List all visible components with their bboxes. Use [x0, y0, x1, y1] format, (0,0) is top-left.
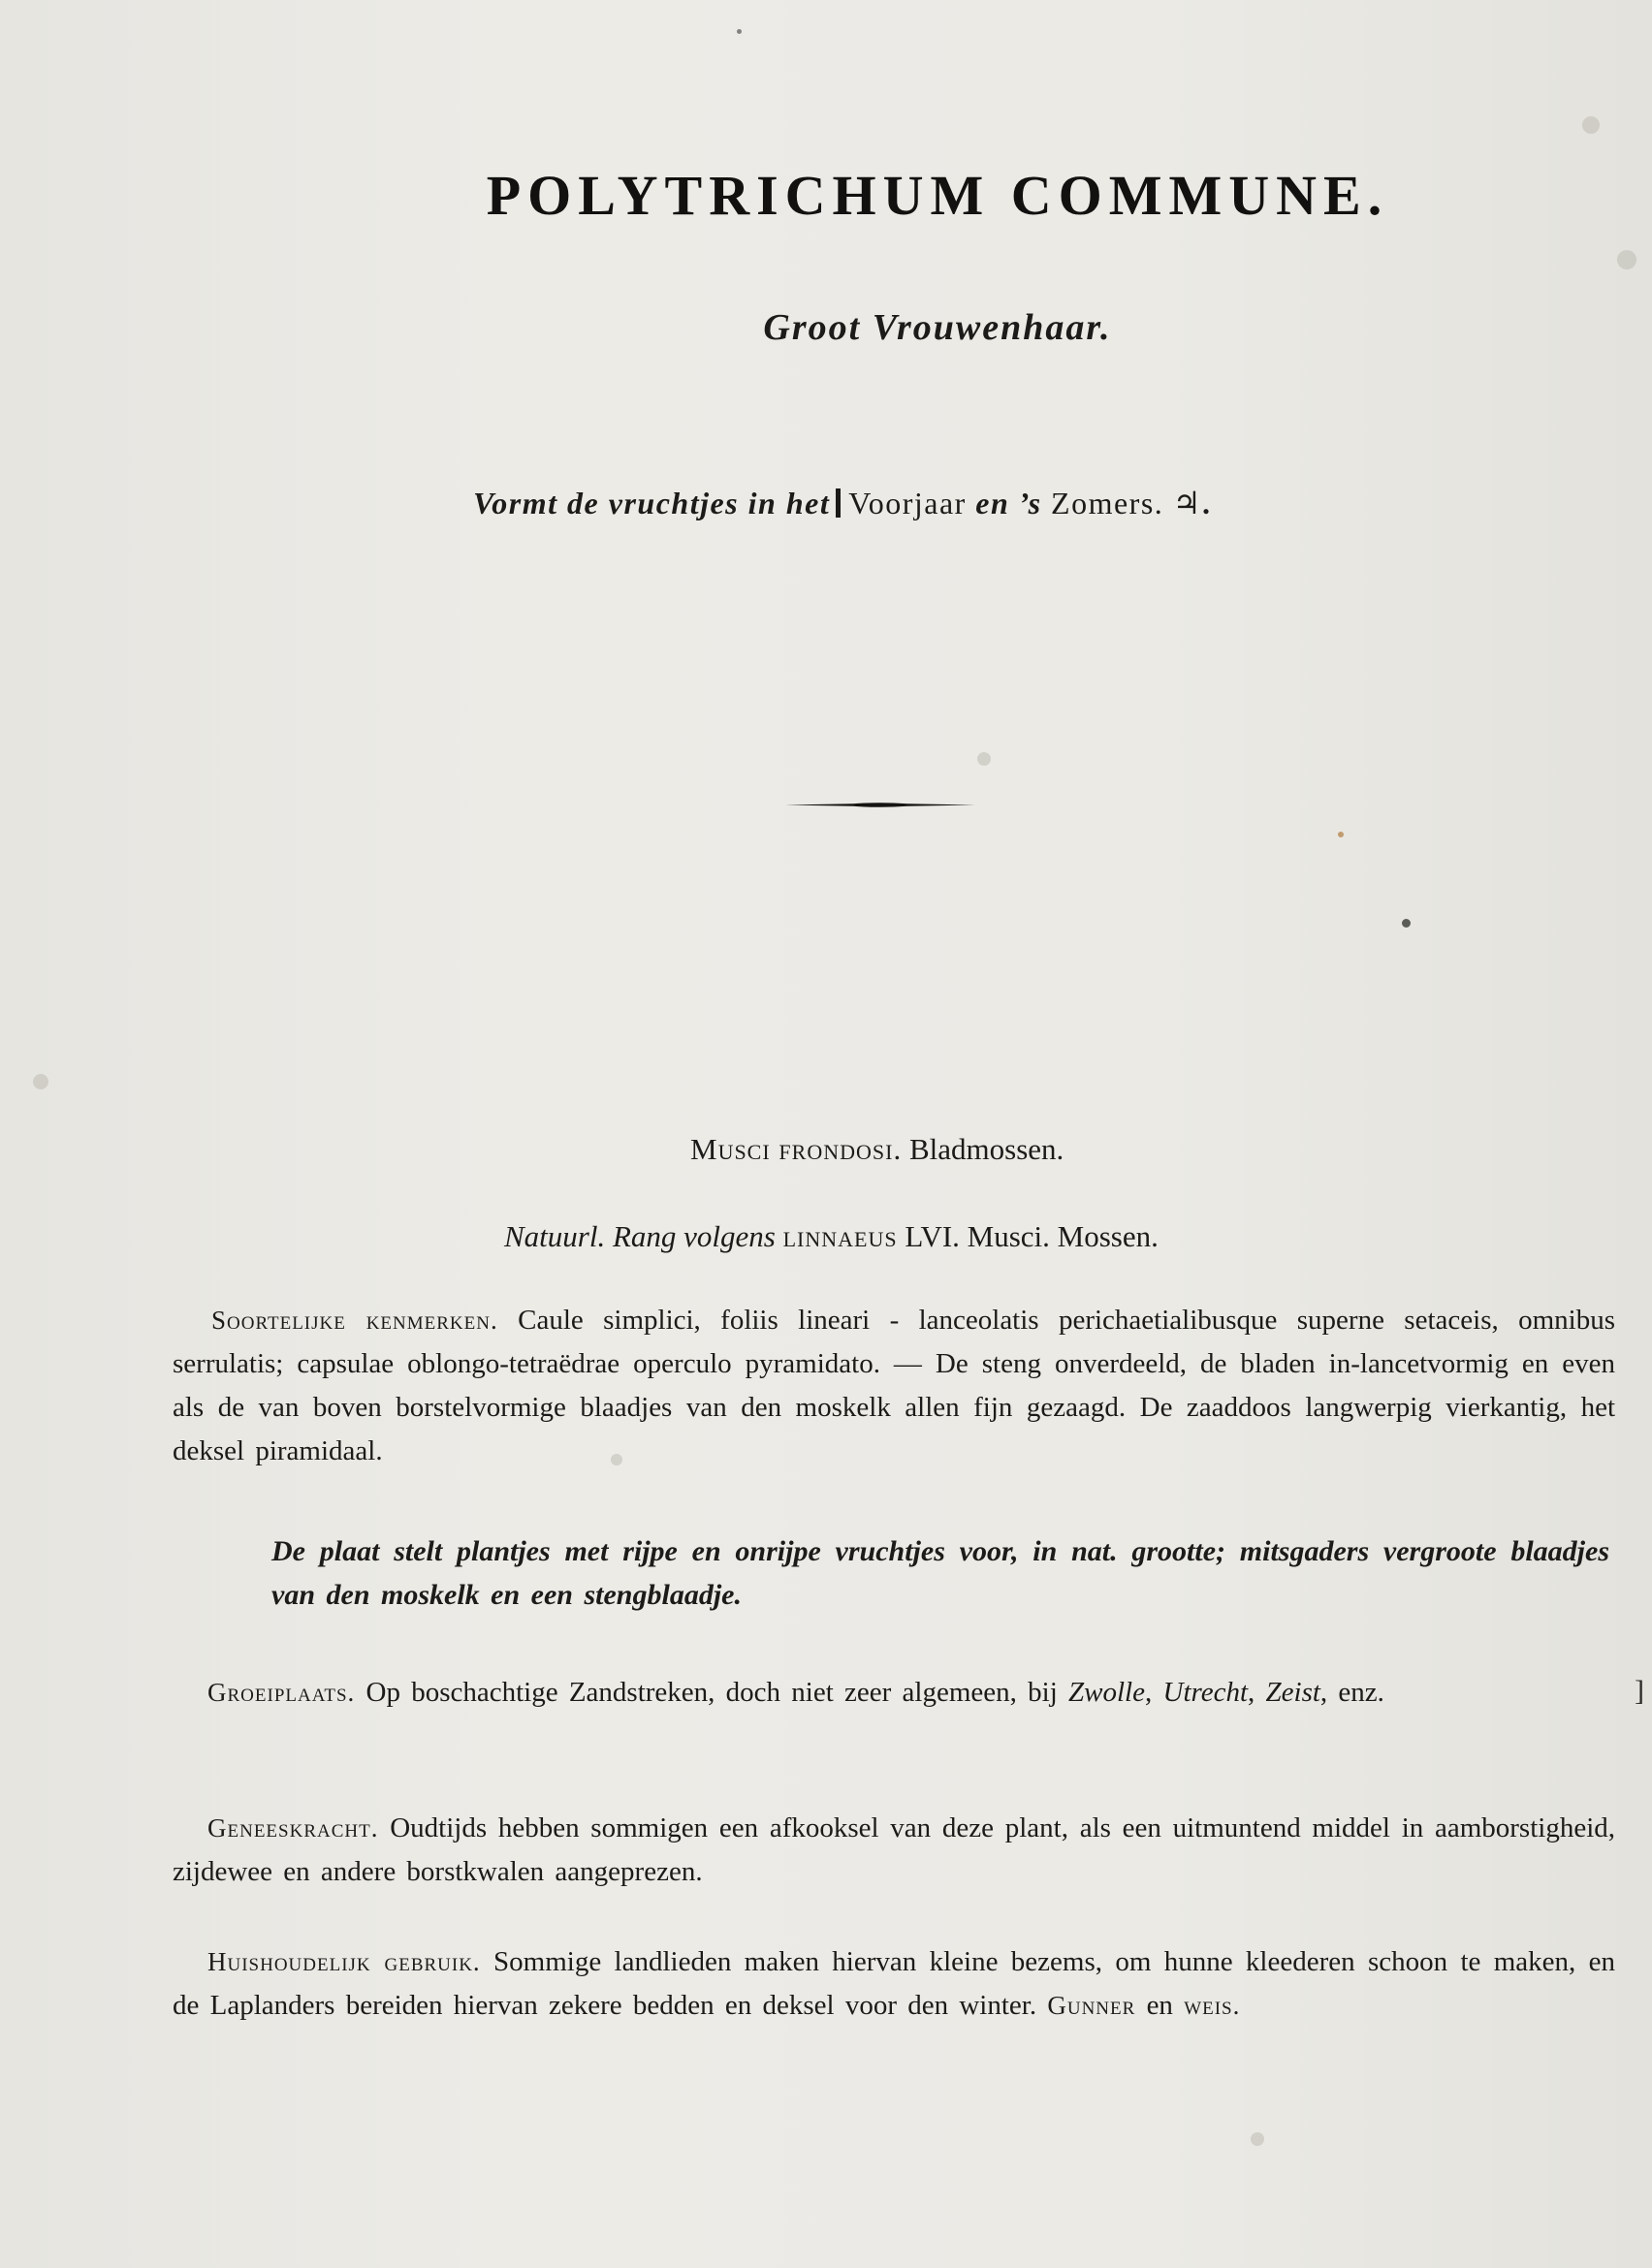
rank-author: linnaeus: [782, 1219, 898, 1253]
flowering-bar: [836, 488, 841, 518]
paragraph-groeiplaats: Groeiplaats. Op boschachtige Zandstreken, doch niet zeer algemeen, bij Zwolle, Utrecht, Zeist, enz.: [207, 1677, 1384, 1708]
huishoudelijk-text: Sommige landlieden maken hiervan kleine bezems, om hunne kleederen schoon te maken, en de Laplanders bereiden hiervan zekere bedden en deksel voor den winter.: [173, 1946, 1615, 2021]
paper-speck: [1582, 116, 1600, 134]
stray-bracket-mark: ]: [1635, 1675, 1644, 1707]
jupiter-perennial-icon: ♃.: [1172, 486, 1212, 520]
kenmerken-label: Soortelijke kenmerken.: [211, 1306, 498, 1335]
page-title: POLYTRICHUM COMMUNE.: [486, 164, 1389, 227]
paper-speck: [33, 1074, 48, 1089]
paragraph-geneeskracht: [173, 1807, 1615, 1894]
flowering-part4: Zomers.: [1051, 486, 1164, 520]
place-zwolle: Zwolle: [1068, 1677, 1145, 1708]
paragraph-huishoudelijk: [173, 1940, 1615, 2028]
classification-line: [690, 1132, 1064, 1167]
reference-join: en: [1146, 1990, 1173, 2021]
ornamental-divider: [785, 801, 975, 809]
paper-speck: [737, 29, 742, 34]
class-latin: Musci frondosi.: [690, 1132, 903, 1166]
rank-line: [504, 1219, 1159, 1254]
paragraph-plaat: De plaat stelt plantjes met rijpe en onrijpe vruchtjes voor, in nat. grootte; mitsgaders vergroote blaadjes van den moskelk en een stengblaadje.: [271, 1535, 1609, 1611]
kenmerken-text: Caule simplici, foliis lineari - lanceolatis perichaetialibusque superne setaceis, omnibus serrulatis; capsulae oblongo-tetraëdrae operculo pyramidato. — De steng onverdeeld, de bladen in-lancetvormig en even als de van boven borstelvormige blaadjes van den moskelk allen fijn gezaagd. De zaaddoos langwerpig vierkantig, het deksel piramidaal.: [173, 1305, 1615, 1466]
rank-italic: Natuurl. Rang volgens: [504, 1219, 776, 1253]
groeiplaats-text: Op boschachtige Zandstreken, doch niet zeer algemeen, bij: [365, 1677, 1058, 1708]
flowering-line: [473, 485, 1211, 521]
class-dutch: Bladmossen.: [908, 1132, 1064, 1166]
place-zeist: Zeist: [1265, 1677, 1320, 1708]
flowering-part3: en ’s: [975, 486, 1042, 520]
flowering-part1: Vormt de vruchtjes in het: [473, 486, 831, 520]
geneeskracht-label: Geneeskracht.: [207, 1813, 379, 1843]
paper-speck: [1338, 832, 1344, 837]
paper-speck: [1402, 919, 1411, 928]
reference-gunner: Gunner: [1047, 1991, 1136, 2020]
groeiplaats-label: Groeiplaats.: [207, 1678, 356, 1707]
paper-speck: [977, 752, 991, 766]
place-utrecht: Utrecht: [1162, 1677, 1249, 1708]
huishoudelijk-label: Huishoudelijk gebruik.: [207, 1947, 481, 1976]
paragraph-kenmerken: [173, 1299, 1615, 1473]
geneeskracht-text: Oudtijds hebben sommigen een afkooksel van deze plant, als een uitmuntend middel in aamborstigheid, zijdewee en andere borstkwalen aangeprezen.: [173, 1812, 1616, 1887]
paper-speck: [1617, 250, 1636, 269]
groeiplaats-tail: , enz.: [1319, 1677, 1384, 1708]
flowering-part2: Voorjaar: [848, 486, 967, 520]
reference-weis: weis.: [1184, 1991, 1241, 2020]
rank-rest: LVI. Musci. Mossen.: [905, 1219, 1159, 1253]
paper-speck: [1251, 2132, 1264, 2146]
page-subtitle: Groot Vrouwenhaar.: [763, 307, 1112, 348]
